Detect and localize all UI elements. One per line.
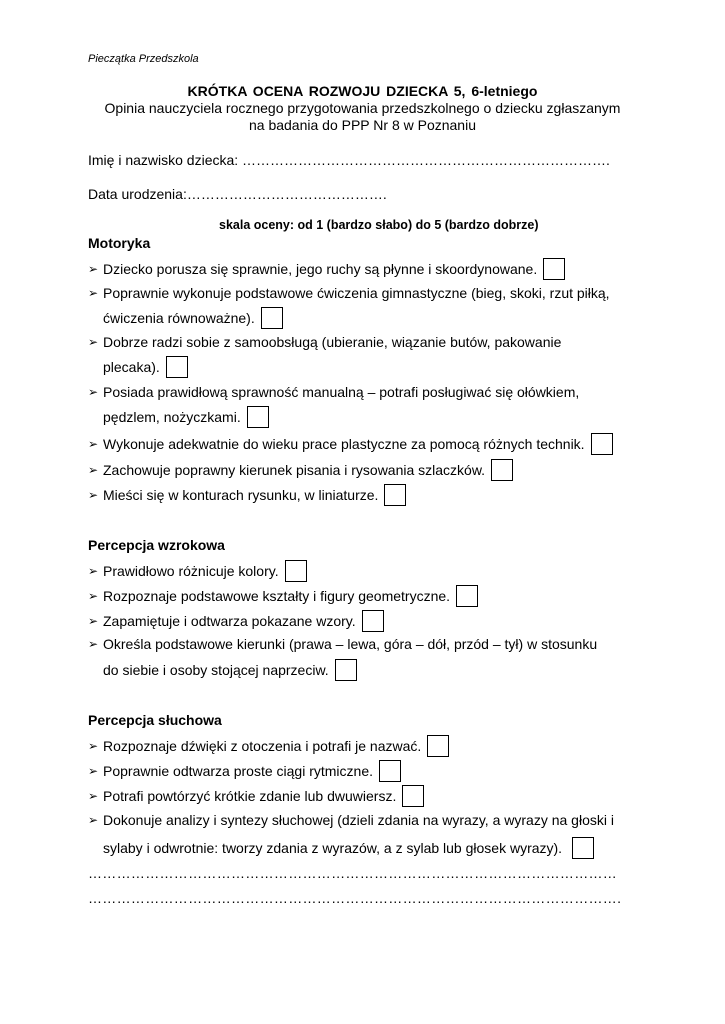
list-item bbox=[88, 334, 561, 350]
birth-date-field[interactable]: Data urodzenia:……………………………………. bbox=[88, 186, 387, 202]
notes-line[interactable]: …………………………………………………………………………………………………. bbox=[88, 890, 622, 906]
stamp-label: Pieczątka Przedszkola bbox=[88, 53, 199, 65]
section-heading-percepcja-sluchowa: Percepcja słuchowa bbox=[88, 712, 222, 728]
rating-box[interactable] bbox=[384, 484, 406, 506]
list-item bbox=[88, 433, 613, 455]
rating-box[interactable] bbox=[285, 560, 307, 582]
rating-box[interactable] bbox=[427, 735, 449, 757]
arrow-bullet-icon: ➢ bbox=[88, 813, 99, 827]
list-item-continuation bbox=[103, 837, 594, 859]
rating-scale-note: skala oceny: od 1 (bardzo słabo) do 5 (bardzo dobrze) bbox=[219, 218, 539, 232]
rating-box[interactable] bbox=[166, 356, 188, 378]
arrow-bullet-icon: ➢ bbox=[88, 614, 99, 628]
rating-box[interactable] bbox=[491, 459, 513, 481]
list-item-continuation bbox=[103, 406, 269, 428]
rating-box[interactable] bbox=[362, 610, 384, 632]
item-text: Poprawnie odtwarza proste ciągi rytmiczne. bbox=[103, 763, 374, 779]
rating-box[interactable] bbox=[402, 785, 424, 807]
list-item bbox=[88, 585, 478, 607]
section-heading-percepcja-wzrokowa: Percepcja wzrokowa bbox=[88, 537, 225, 553]
arrow-bullet-icon: ➢ bbox=[88, 764, 99, 778]
item-text: Określa podstawowe kierunki (prawa – lewa, góra – dół, przód – tył) w stosunku bbox=[103, 636, 598, 652]
item-text: ćwiczenia równoważne). bbox=[103, 310, 255, 326]
arrow-bullet-icon: ➢ bbox=[88, 589, 99, 603]
arrow-bullet-icon: ➢ bbox=[88, 564, 99, 578]
list-item bbox=[88, 459, 513, 481]
item-text: Prawidłowo różnicuje kolory. bbox=[103, 563, 279, 579]
list-item bbox=[88, 735, 449, 757]
item-text: Mieści się w konturach rysunku, w liniaturze. bbox=[103, 487, 379, 503]
arrow-bullet-icon: ➢ bbox=[88, 637, 99, 651]
rating-box[interactable] bbox=[335, 659, 357, 681]
item-text: Posiada prawidłową sprawność manualną – potrafi posługiwać się ołówkiem, bbox=[103, 384, 580, 400]
item-text: Dokonuje analizy i syntezy słuchowej (dzieli zdania na wyrazy, a wyrazy na głoski i bbox=[103, 812, 614, 828]
arrow-bullet-icon: ➢ bbox=[88, 488, 99, 502]
list-item bbox=[88, 484, 406, 506]
item-text: Wykonuje adekwatnie do wieku prace plastyczne za pomocą różnych technik. bbox=[103, 436, 585, 452]
arrow-bullet-icon: ➢ bbox=[88, 385, 99, 399]
arrow-bullet-icon: ➢ bbox=[88, 286, 99, 300]
list-item bbox=[88, 560, 307, 582]
list-item-continuation bbox=[103, 307, 283, 329]
list-item bbox=[88, 812, 614, 828]
child-name-field[interactable]: Imię i nazwisko dziecka: ……………………………………………………………………. bbox=[88, 152, 610, 168]
rating-box[interactable] bbox=[456, 585, 478, 607]
arrow-bullet-icon: ➢ bbox=[88, 437, 99, 451]
arrow-bullet-icon: ➢ bbox=[88, 335, 99, 349]
document-title: KRÓTKA OCENA ROZWOJU DZIECKA 5, 6-letniego bbox=[187, 83, 538, 99]
list-item-continuation bbox=[103, 659, 357, 681]
item-text: Dobrze radzi sobie z samoobsługą (ubieranie, wiązanie butów, pakowanie bbox=[103, 334, 562, 350]
rating-box[interactable] bbox=[572, 837, 594, 859]
rating-box[interactable] bbox=[543, 258, 565, 280]
list-item bbox=[88, 760, 401, 782]
item-text: plecaka). bbox=[103, 359, 160, 375]
document-subtitle-line-1: Opinia nauczyciela rocznego przygotowania przedszkolnego o dziecku zgłaszanym bbox=[104, 100, 621, 116]
list-item-continuation bbox=[103, 356, 188, 378]
list-item bbox=[88, 610, 384, 632]
arrow-bullet-icon: ➢ bbox=[88, 789, 99, 803]
item-text: Rozpoznaje podstawowe kształty i figury geometryczne. bbox=[103, 588, 451, 604]
arrow-bullet-icon: ➢ bbox=[88, 739, 99, 753]
list-item bbox=[88, 258, 565, 280]
item-text: Zachowuje poprawny kierunek pisania i rysowania szlaczków. bbox=[103, 462, 486, 478]
document-subtitle-line-2: na badania do PPP Nr 8 w Poznaniu bbox=[248, 117, 476, 133]
arrow-bullet-icon: ➢ bbox=[88, 463, 99, 477]
arrow-bullet-icon: ➢ bbox=[88, 262, 99, 276]
list-item bbox=[88, 636, 597, 652]
item-text: Potrafi powtórzyć krótkie zdanie lub dwuwiersz. bbox=[103, 788, 397, 804]
notes-line[interactable]: ………………………………………………………………………………………………… bbox=[88, 865, 618, 881]
rating-box[interactable] bbox=[591, 433, 613, 455]
list-item bbox=[88, 785, 424, 807]
item-text: Rozpoznaje dźwięki z otoczenia i potrafi je nazwać. bbox=[103, 738, 422, 754]
item-text: pędzlem, nożyczkami. bbox=[103, 409, 241, 425]
item-text: Zapamiętuje i odtwarza pokazane wzory. bbox=[103, 613, 356, 629]
rating-box[interactable] bbox=[247, 406, 269, 428]
item-text: Poprawnie wykonuje podstawowe ćwiczenia gimnastyczne (bieg, skoki, rzut piłką, bbox=[103, 285, 610, 301]
rating-box[interactable] bbox=[261, 307, 283, 329]
item-text: Dziecko porusza się sprawnie, jego ruchy są płynne i skoordynowane. bbox=[103, 261, 538, 277]
rating-box[interactable] bbox=[379, 760, 401, 782]
list-item bbox=[88, 285, 610, 301]
list-item bbox=[88, 384, 579, 400]
section-heading-motoryka: Motoryka bbox=[88, 235, 151, 251]
item-text: do siebie i osoby stojącej naprzeciw. bbox=[103, 662, 329, 678]
item-text: sylaby i odwrotnie: tworzy zdania z wyrazów, a z sylab lub głosek wyrazy). bbox=[103, 840, 563, 856]
